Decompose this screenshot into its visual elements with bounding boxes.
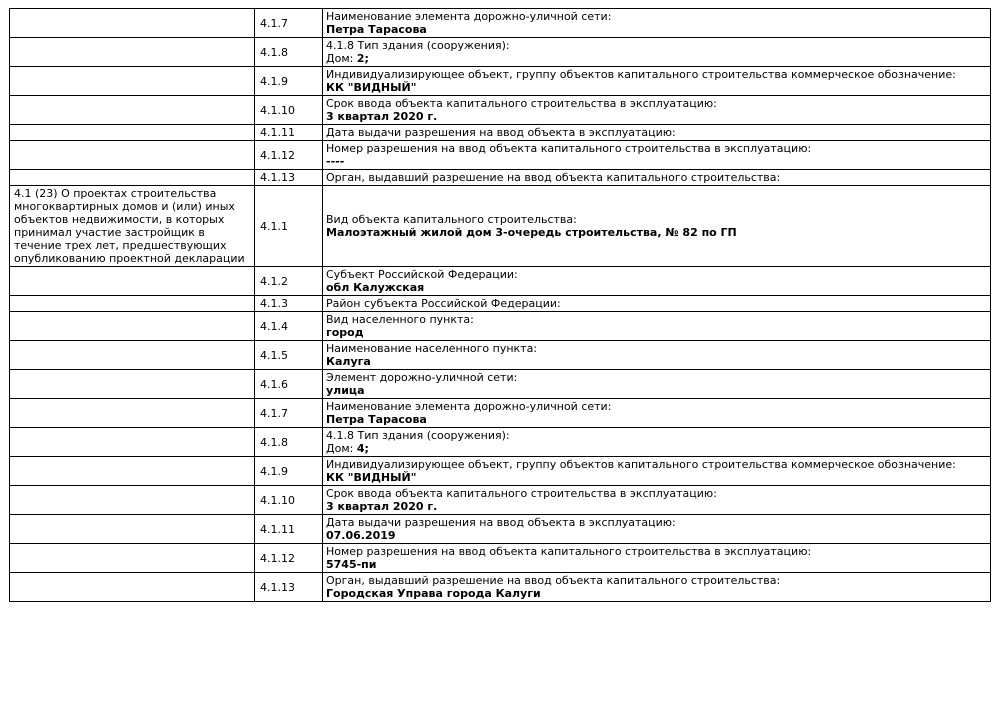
table-row bbox=[10, 141, 991, 170]
row-content-cell bbox=[323, 125, 991, 141]
section-empty-cell bbox=[10, 515, 255, 544]
field-value bbox=[326, 23, 980, 36]
table-row bbox=[10, 125, 991, 141]
row-code: 4.1.10 bbox=[255, 96, 323, 125]
field-label: Дата выдачи разрешения на ввод объекта в эксплуатацию: bbox=[326, 516, 676, 529]
field-value-text: 07.06.2019 bbox=[326, 529, 396, 542]
field-value bbox=[326, 326, 980, 339]
field-label: Орган, выдавший разрешение на ввод объекта капитального строительства: bbox=[326, 171, 781, 184]
row-content-cell bbox=[323, 186, 991, 267]
field-value bbox=[326, 442, 980, 455]
row-code: 4.1.5 bbox=[255, 341, 323, 370]
row-code: 4.1.6 bbox=[255, 370, 323, 399]
field-value bbox=[326, 471, 980, 484]
field-value-text: Калуга bbox=[326, 355, 371, 368]
field-label: Наименование элемента дорожно-уличной сети: bbox=[326, 10, 612, 23]
row-code: 4.1.4 bbox=[255, 312, 323, 341]
field-value-prefix: Дом: bbox=[326, 442, 357, 455]
row-code: 4.1.3 bbox=[255, 296, 323, 312]
section-empty-cell bbox=[10, 370, 255, 399]
field-value bbox=[326, 558, 980, 571]
table-row bbox=[10, 38, 991, 67]
field-value-text: Петра Тарасова bbox=[326, 413, 427, 426]
field-value-text: 4; bbox=[356, 442, 369, 455]
field-label: Субъект Российской Федерации: bbox=[326, 268, 518, 281]
row-content-cell bbox=[323, 296, 991, 312]
field-value-text: Городская Управа города Калуги bbox=[326, 587, 541, 600]
row-content-cell bbox=[323, 170, 991, 186]
section-empty-cell bbox=[10, 96, 255, 125]
field-value bbox=[326, 384, 980, 397]
field-value bbox=[326, 81, 980, 94]
row-content-cell bbox=[323, 67, 991, 96]
table-row bbox=[10, 312, 991, 341]
table-row bbox=[10, 486, 991, 515]
row-content-cell bbox=[323, 399, 991, 428]
row-content-cell bbox=[323, 341, 991, 370]
field-label: Срок ввода объекта капитального строительства в эксплуатацию: bbox=[326, 487, 717, 500]
section-empty-cell bbox=[10, 428, 255, 457]
field-label: Орган, выдавший разрешение на ввод объекта капитального строительства: bbox=[326, 574, 781, 587]
section-description-cell bbox=[10, 186, 255, 267]
field-value bbox=[326, 413, 980, 426]
field-value bbox=[326, 500, 980, 513]
row-content-cell bbox=[323, 544, 991, 573]
table-row bbox=[10, 544, 991, 573]
field-value bbox=[326, 281, 980, 294]
section-empty-cell bbox=[10, 457, 255, 486]
table-row bbox=[10, 573, 991, 602]
field-value bbox=[326, 110, 980, 123]
row-content-cell bbox=[323, 267, 991, 296]
section-empty-cell bbox=[10, 399, 255, 428]
row-code: 4.1.7 bbox=[255, 399, 323, 428]
field-value-text: 2; bbox=[356, 52, 369, 65]
section-empty-cell bbox=[10, 67, 255, 96]
row-content-cell bbox=[323, 515, 991, 544]
table-row bbox=[10, 67, 991, 96]
section-description: 4.1 (23) О проектах строительства многоквартирных домов и (или) иных объектов недвижимости, в которых принимал участие застройщик в течение трех лет, предшествующих опубликованию проектной декларации bbox=[14, 187, 245, 265]
field-label: Дата выдачи разрешения на ввод объекта в эксплуатацию: bbox=[326, 126, 676, 139]
field-value-text: обл Калужская bbox=[326, 281, 425, 294]
table-row bbox=[10, 515, 991, 544]
row-content-cell bbox=[323, 141, 991, 170]
row-code: 4.1.12 bbox=[255, 141, 323, 170]
field-value-text: 3 квартал 2020 г. bbox=[326, 500, 438, 513]
section-empty-cell bbox=[10, 573, 255, 602]
field-value bbox=[326, 587, 980, 600]
table-row bbox=[10, 186, 991, 267]
row-code: 4.1.13 bbox=[255, 573, 323, 602]
section-empty-cell bbox=[10, 312, 255, 341]
row-code: 4.1.7 bbox=[255, 9, 323, 38]
field-value-prefix: Дом: bbox=[326, 52, 357, 65]
row-code: 4.1.12 bbox=[255, 544, 323, 573]
table-row bbox=[10, 267, 991, 296]
field-label: 4.1.8 Тип здания (сооружения): bbox=[326, 429, 510, 442]
row-code: 4.1.13 bbox=[255, 170, 323, 186]
table-row bbox=[10, 96, 991, 125]
table-row bbox=[10, 428, 991, 457]
row-content-cell bbox=[323, 486, 991, 515]
field-value-text: 5745-пи bbox=[326, 558, 377, 571]
row-content-cell bbox=[323, 9, 991, 38]
row-code: 4.1.1 bbox=[255, 186, 323, 267]
row-code: 4.1.11 bbox=[255, 125, 323, 141]
field-value bbox=[326, 226, 980, 239]
row-code: 4.1.10 bbox=[255, 486, 323, 515]
field-value-text: улица bbox=[326, 384, 365, 397]
field-label: Срок ввода объекта капитального строительства в эксплуатацию: bbox=[326, 97, 717, 110]
field-label: Вид населенного пункта: bbox=[326, 313, 474, 326]
field-label: 4.1.8 Тип здания (сооружения): bbox=[326, 39, 510, 52]
row-content-cell bbox=[323, 573, 991, 602]
row-content-cell bbox=[323, 312, 991, 341]
field-value bbox=[326, 355, 980, 368]
field-label: Индивидуализирующее объект, группу объектов капитального строительства коммерческое обозначение: bbox=[326, 68, 956, 81]
table-row bbox=[10, 457, 991, 486]
field-value-text: КК "ВИДНЫЙ" bbox=[326, 81, 417, 94]
field-label: Наименование населенного пункта: bbox=[326, 342, 538, 355]
table-row bbox=[10, 170, 991, 186]
declaration-table bbox=[9, 8, 991, 602]
field-label: Элемент дорожно-уличной сети: bbox=[326, 371, 518, 384]
row-code: 4.1.9 bbox=[255, 67, 323, 96]
row-code: 4.1.11 bbox=[255, 515, 323, 544]
section-empty-cell bbox=[10, 296, 255, 312]
row-code: 4.1.8 bbox=[255, 38, 323, 67]
table-row bbox=[10, 341, 991, 370]
field-value-text: город bbox=[326, 326, 364, 339]
field-value-text: Петра Тарасова bbox=[326, 23, 427, 36]
section-empty-cell bbox=[10, 267, 255, 296]
row-code: 4.1.8 bbox=[255, 428, 323, 457]
field-value-text: ---- bbox=[326, 155, 345, 168]
field-value bbox=[326, 52, 980, 65]
section-empty-cell bbox=[10, 9, 255, 38]
row-code: 4.1.2 bbox=[255, 267, 323, 296]
row-content-cell bbox=[323, 457, 991, 486]
field-value-text: 3 квартал 2020 г. bbox=[326, 110, 438, 123]
section-empty-cell bbox=[10, 125, 255, 141]
field-value-text: Малоэтажный жилой дом 3-очередь строительства, № 82 по ГП bbox=[326, 226, 737, 239]
field-label: Вид объекта капитального строительства: bbox=[326, 213, 577, 226]
field-value-text: КК "ВИДНЫЙ" bbox=[326, 471, 417, 484]
table-row bbox=[10, 370, 991, 399]
section-empty-cell bbox=[10, 38, 255, 67]
row-code: 4.1.9 bbox=[255, 457, 323, 486]
table-row bbox=[10, 399, 991, 428]
section-empty-cell bbox=[10, 141, 255, 170]
field-value bbox=[326, 529, 980, 542]
field-label: Номер разрешения на ввод объекта капитального строительства в эксплуатацию: bbox=[326, 545, 812, 558]
row-content-cell bbox=[323, 38, 991, 67]
section-empty-cell bbox=[10, 486, 255, 515]
field-value bbox=[326, 155, 980, 168]
row-content-cell bbox=[323, 370, 991, 399]
section-empty-cell bbox=[10, 341, 255, 370]
section-empty-cell bbox=[10, 170, 255, 186]
field-label: Район субъекта Российской Федерации: bbox=[326, 297, 561, 310]
table-row bbox=[10, 9, 991, 38]
section-empty-cell bbox=[10, 544, 255, 573]
field-label: Наименование элемента дорожно-уличной сети: bbox=[326, 400, 612, 413]
field-label: Индивидуализирующее объект, группу объектов капитального строительства коммерческое обозначение: bbox=[326, 458, 956, 471]
table-row bbox=[10, 296, 991, 312]
row-content-cell bbox=[323, 96, 991, 125]
row-content-cell bbox=[323, 428, 991, 457]
field-label: Номер разрешения на ввод объекта капитального строительства в эксплуатацию: bbox=[326, 142, 812, 155]
